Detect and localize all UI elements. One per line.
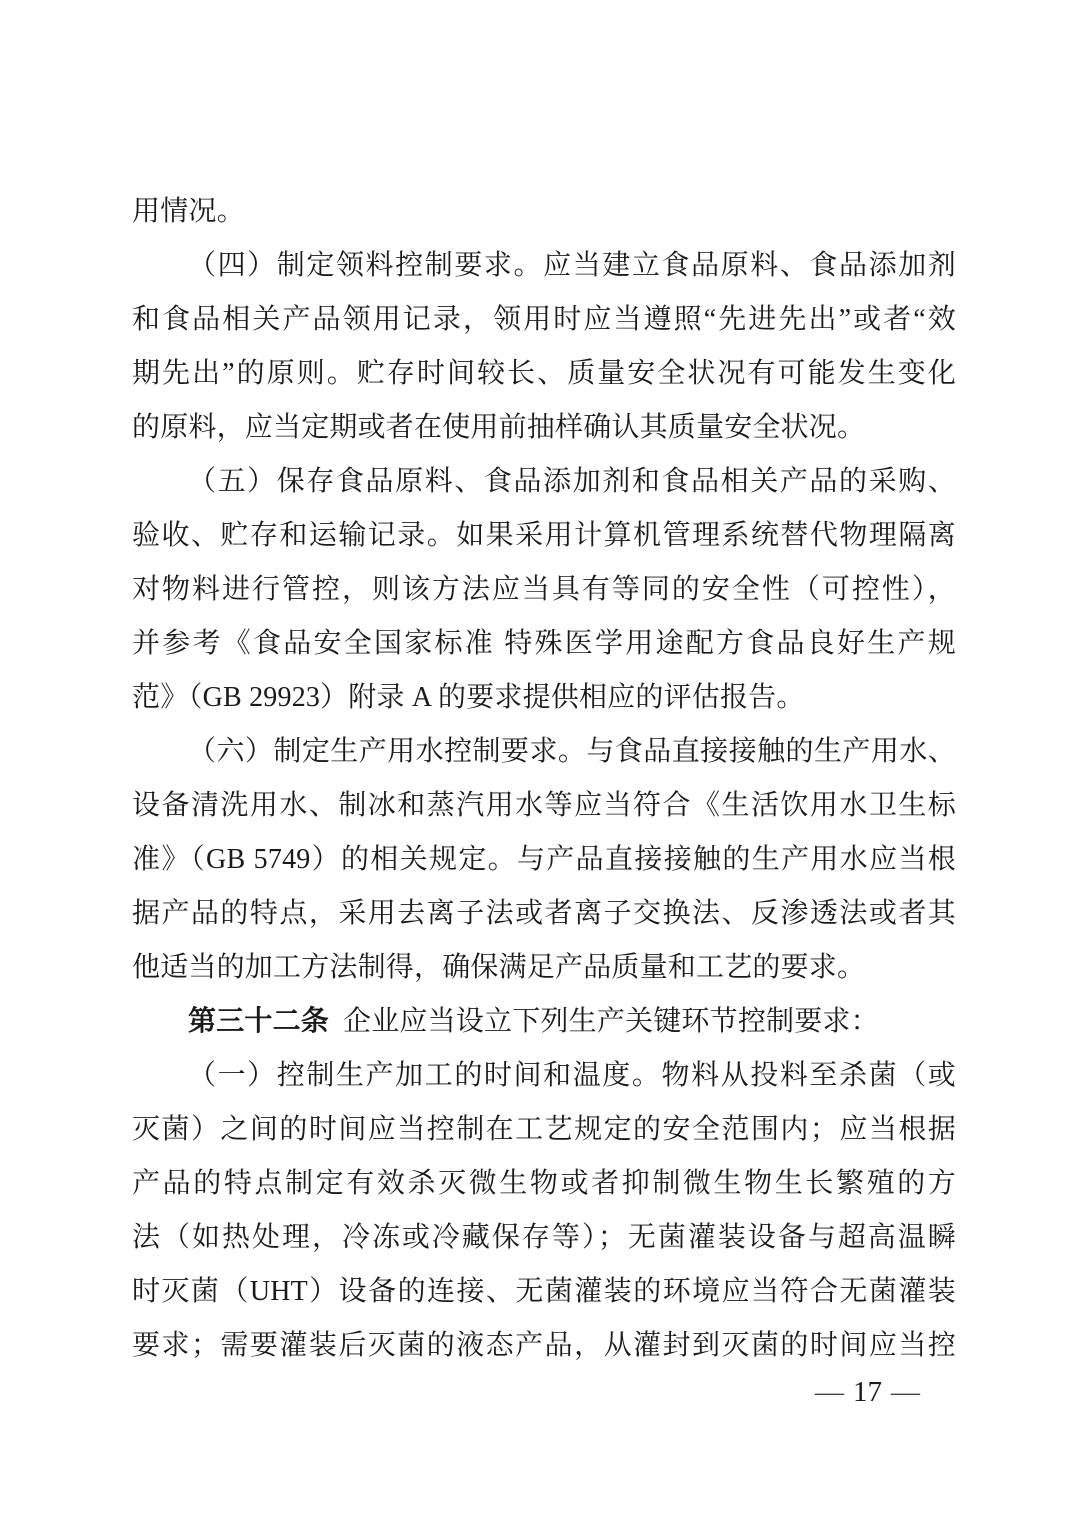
page-number-dash-right: — xyxy=(891,1376,920,1408)
article-number: 第三十二条 xyxy=(188,1006,330,1037)
text-line: 对物料进行管控，则该方法应当具有等同的安全性（可控性）， xyxy=(132,574,956,605)
text-line: 用情况。 xyxy=(132,196,245,227)
text-line: （六）制定生产用水控制要求。与食品直接接触的生产用水、 xyxy=(188,736,956,767)
text-line: 期先出”的原则。贮存时间较长、质量安全状况有可能发生变化 xyxy=(132,358,956,389)
text-line: 据产品的特点，采用去离子法或者离子交换法、反渗透法或者其 xyxy=(132,898,956,929)
text-line: 要求；需要灌装后灭菌的液态产品，从灌封到灭菌的时间应当控 xyxy=(132,1330,956,1361)
document-body xyxy=(132,185,956,1373)
text-line: 验收、贮存和运输记录。如果采用计算机管理系统替代物理隔离 xyxy=(132,520,956,551)
text-line: 范》（GB 29923）附录 A 的要求提供相应的评估报告。 xyxy=(132,682,805,713)
text-line: 的原料，应当定期或者在使用前抽样确认其质量安全状况。 xyxy=(132,412,866,443)
page-number-value: 17 xyxy=(853,1376,882,1408)
text-line: 法（如热处理，冷冻或冷藏保存等）；无菌灌装设备与超高温瞬 xyxy=(132,1222,956,1253)
article-heading-text: 企业应当设立下列生产关键环节控制要求： xyxy=(343,1006,879,1037)
page-number xyxy=(815,1372,920,1412)
text-line: 设备清洗用水、制冰和蒸汽用水等应当符合《生活饮用水卫生标 xyxy=(132,790,956,821)
text-line: （五）保存食品原料、食品添加剂和食品相关产品的采购、 xyxy=(188,466,956,497)
text-line: （四）制定领料控制要求。应当建立食品原料、食品添加剂 xyxy=(188,250,956,281)
text-line: 和食品相关产品领用记录，领用时应当遵照“先进先出”或者“效 xyxy=(132,304,956,335)
article-heading-line xyxy=(132,995,956,1049)
text-line: 产品的特点制定有效杀灭微生物或者抑制微生物生长繁殖的方 xyxy=(132,1168,956,1199)
text-line: 准》（GB 5749）的相关规定。与产品直接接触的生产用水应当根 xyxy=(132,844,956,875)
text-line: 并参考《食品安全国家标准 特殊医学用途配方食品良好生产规 xyxy=(132,628,956,659)
text-line: 他适当的加工方法制得，确保满足产品质量和工艺的要求。 xyxy=(132,952,866,983)
text-line: （一）控制生产加工的时间和温度。物料从投料至杀菌（或 xyxy=(188,1060,956,1091)
text-line: 灭菌）之间的时间应当控制在工艺规定的安全范围内；应当根据 xyxy=(132,1114,956,1145)
page-number-dash-left: — xyxy=(815,1376,844,1408)
text-line: 时灭菌（UHT）设备的连接、无菌灌装的环境应当符合无菌灌装 xyxy=(132,1276,956,1307)
